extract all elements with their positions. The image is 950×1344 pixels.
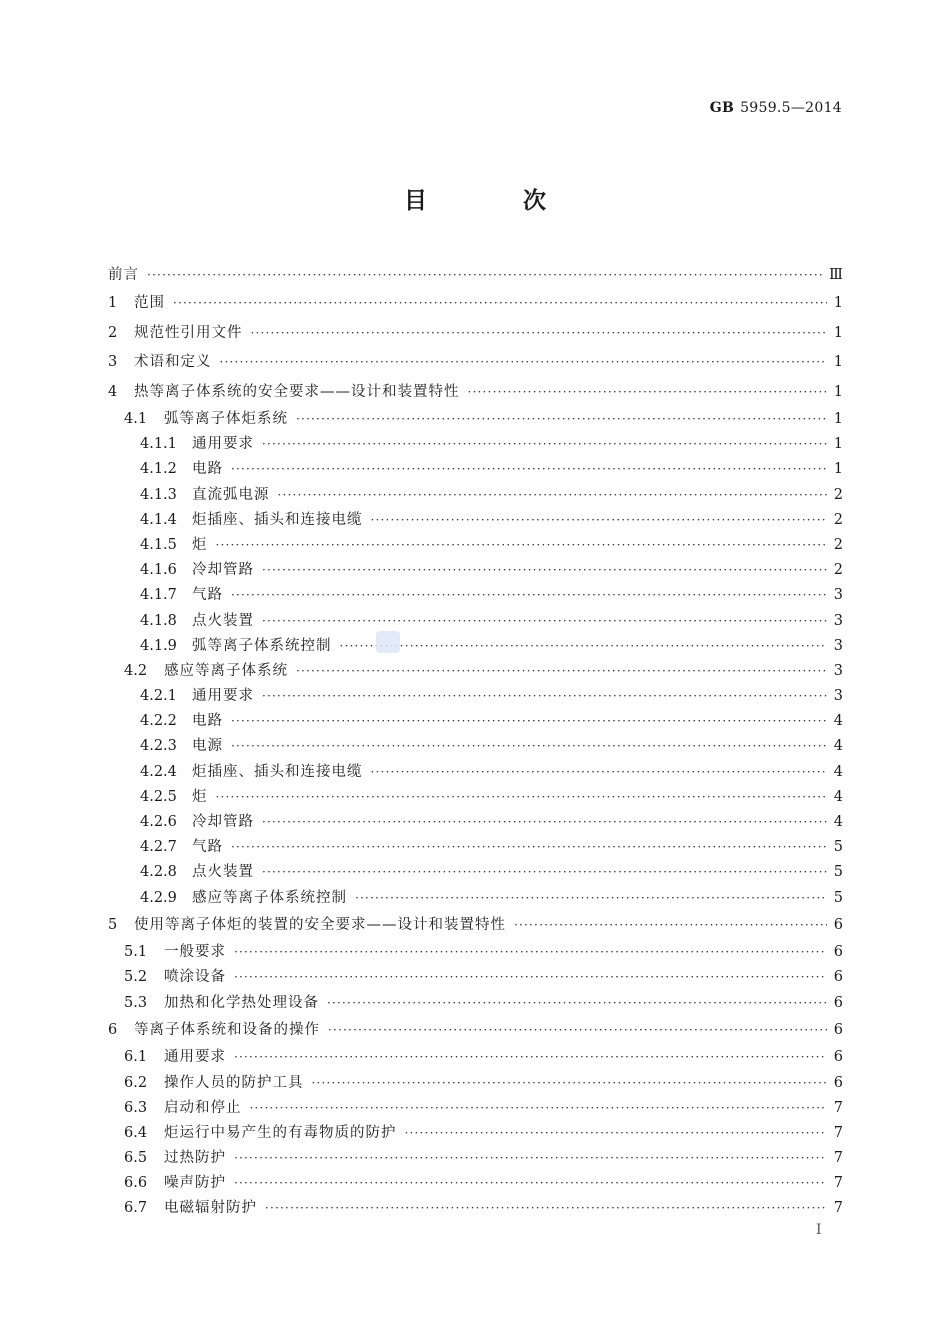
toc-entry-page: 7 xyxy=(833,1150,843,1167)
toc-entry-number: 4.2.2 xyxy=(140,713,177,730)
toc-entry-page: 1 xyxy=(833,461,843,478)
toc-entry-page: 1 xyxy=(833,411,843,427)
dot-leader xyxy=(234,1146,827,1171)
toc-entry-title: 术语和定义 xyxy=(134,354,212,370)
toc-entry[interactable] xyxy=(108,1045,843,1070)
dot-leader xyxy=(220,348,828,378)
dot-leader xyxy=(296,659,827,684)
toc-entry[interactable] xyxy=(108,609,843,634)
toc-entry-title: 弧等离子体炬系统 xyxy=(164,411,288,427)
toc-entry[interactable] xyxy=(108,991,843,1016)
toc-entry-page: 2 xyxy=(833,486,843,503)
toc-entry-page: 6 xyxy=(833,1021,843,1038)
toc-entry[interactable] xyxy=(108,533,843,558)
dot-leader xyxy=(328,1016,827,1046)
toc-entry[interactable] xyxy=(108,583,843,608)
dot-leader xyxy=(278,483,828,508)
toc-entry-page: 4 xyxy=(833,713,843,730)
toc-entry-title: 点火装置 xyxy=(192,864,254,881)
toc-entry-number: 4.1.4 xyxy=(140,511,177,528)
toc-entry-title: 电磁辐射防护 xyxy=(164,1200,257,1217)
dot-leader xyxy=(231,835,827,860)
toc-entry-number: 4.2.7 xyxy=(140,839,177,856)
dot-leader xyxy=(231,709,827,734)
toc-entry-number: 6.1 xyxy=(124,1049,148,1066)
dot-leader xyxy=(355,886,827,911)
toc-entry-page: 3 xyxy=(833,587,843,604)
toc-entry-title: 范围 xyxy=(134,295,165,311)
toc-entry-number: 5 xyxy=(108,916,118,933)
toc-entry-title: 气路 xyxy=(192,587,223,604)
toc-entry-page: 6 xyxy=(833,994,843,1011)
toc-entry-title: 热等离子体系统的安全要求——设计和装置特性 xyxy=(134,383,460,400)
toc-entry-title: 噪声防护 xyxy=(164,1175,226,1192)
toc-entry-title: 规范性引用文件 xyxy=(134,324,243,341)
toc-entry[interactable] xyxy=(108,348,843,378)
toc-entry-page: 4 xyxy=(833,738,843,755)
toc-entry[interactable] xyxy=(108,684,843,709)
toc-entry-page: 5 xyxy=(833,839,843,856)
toc-entry[interactable] xyxy=(108,508,843,533)
dot-leader xyxy=(234,1171,827,1196)
dot-leader xyxy=(468,378,828,408)
toc-entry-number: 3 xyxy=(108,354,118,370)
toc-entry-page: 1 xyxy=(833,295,843,311)
toc-entry-page: 3 xyxy=(833,612,843,629)
toc-entry-title: 气路 xyxy=(192,839,223,856)
toc-entry-number: 4.1.9 xyxy=(140,637,177,654)
toc-entry-number: 4.1 xyxy=(124,411,148,427)
toc-entry-number: 6.7 xyxy=(124,1200,148,1217)
toc-entry-page: 4 xyxy=(833,763,843,780)
toc-entry-page: 7 xyxy=(833,1099,843,1116)
toc-entry-page: 6 xyxy=(833,1049,843,1066)
toc-entry[interactable] xyxy=(108,1096,843,1121)
toc-entry-title: 电路 xyxy=(192,713,223,730)
toc-entry[interactable] xyxy=(108,886,843,911)
toc-entry[interactable] xyxy=(108,289,843,319)
toc-entry[interactable] xyxy=(108,457,843,482)
toc-entry[interactable] xyxy=(108,432,843,457)
toc-entry-number: 4.1.3 xyxy=(140,486,177,503)
toc-entry-number: 4.1.7 xyxy=(140,587,177,604)
toc-entry-page: 2 xyxy=(833,511,843,528)
toc-entry-page: 1 xyxy=(833,436,843,453)
toc-entry-title: 通用要求 xyxy=(192,688,254,705)
dot-leader xyxy=(405,1121,828,1146)
dot-leader xyxy=(340,634,828,659)
toc-entry-number: 4.1.8 xyxy=(140,612,177,629)
toc-entry-number: 1 xyxy=(108,295,118,311)
toc-entry[interactable] xyxy=(108,911,843,941)
toc-entry-number: 4.2.9 xyxy=(140,889,177,906)
toc-entry-title: 操作人员的防护工具 xyxy=(164,1074,304,1091)
toc-entry-title: 感应等离子体系统控制 xyxy=(192,889,347,906)
toc-entry-number: 4.1.1 xyxy=(140,436,177,453)
toc-entry-title: 炬插座、插头和连接电缆 xyxy=(192,511,363,528)
toc-entry[interactable] xyxy=(108,558,843,583)
toc-entry-title: 炬运行中易产生的有毒物质的防护 xyxy=(164,1124,397,1141)
toc-entry-title: 过热防护 xyxy=(164,1150,226,1167)
toc-entry[interactable] xyxy=(108,760,843,785)
dot-leader xyxy=(262,609,827,634)
toc-entry-title: 加热和化学热处理设备 xyxy=(164,994,319,1011)
standard-prefix: GB xyxy=(709,100,735,116)
toc-entry[interactable] xyxy=(108,407,843,432)
toc-entry-number: 5.1 xyxy=(124,944,148,961)
toc-entry[interactable] xyxy=(108,1121,843,1146)
toc-entry-title: 冷却管路 xyxy=(192,562,254,579)
toc-entry-title: 前言 xyxy=(108,267,139,283)
toc-entry-page: 4 xyxy=(833,814,843,830)
toc-entry-title: 炬插座、插头和连接电缆 xyxy=(192,763,363,780)
toc-entry-page: 3 xyxy=(833,688,843,705)
table-of-contents xyxy=(108,261,843,1222)
toc-entry-number: 4.2.6 xyxy=(140,814,177,830)
dot-leader xyxy=(231,583,827,608)
toc-entry-title: 通用要求 xyxy=(192,436,254,453)
dot-leader xyxy=(312,1071,828,1096)
toc-entry[interactable] xyxy=(108,659,843,684)
toc-entry-number: 6.3 xyxy=(124,1099,148,1116)
toc-entry-title: 直流弧电源 xyxy=(192,486,270,503)
toc-entry[interactable] xyxy=(108,965,843,990)
toc-entry-title: 启动和停止 xyxy=(164,1099,242,1116)
toc-entry-page: 4 xyxy=(833,788,843,805)
toc-entry-title: 使用等离子体炬的装置的安全要求——设计和装置特性 xyxy=(134,916,506,933)
dot-leader xyxy=(216,533,828,558)
toc-entry-page: 1 xyxy=(833,354,843,370)
toc-entry-page: 3 xyxy=(833,662,843,679)
toc-entry-title: 等离子体系统和设备的操作 xyxy=(134,1021,320,1038)
toc-entry-page: 1 xyxy=(833,324,843,341)
toc-entry-page: 7 xyxy=(833,1175,843,1192)
toc-entry-number: 4.2.3 xyxy=(140,738,177,755)
toc-entry-title: 弧等离子体系统控制 xyxy=(192,637,332,654)
toc-entry-title: 电源 xyxy=(192,738,223,755)
toc-entry[interactable] xyxy=(108,709,843,734)
toc-entry-title: 电路 xyxy=(192,461,223,478)
toc-entry[interactable] xyxy=(108,1196,843,1221)
toc-entry-number: 4.2.5 xyxy=(140,788,177,805)
toc-entry-number: 6.4 xyxy=(124,1124,148,1141)
toc-entry[interactable] xyxy=(108,1171,843,1196)
toc-entry-number: 6 xyxy=(108,1021,118,1038)
toc-entry-number: 5.3 xyxy=(124,994,148,1011)
dot-leader xyxy=(216,785,828,810)
dot-leader xyxy=(231,457,827,482)
toc-entry[interactable] xyxy=(108,634,843,659)
toc-entry[interactable] xyxy=(108,860,843,885)
dot-leader xyxy=(296,407,827,432)
toc-entry-number: 4 xyxy=(108,383,118,400)
toc-entry-title: 感应等离子体系统 xyxy=(164,662,288,679)
toc-entry-number: 6.6 xyxy=(124,1175,148,1192)
toc-entry-page: 1 xyxy=(833,383,843,400)
dot-leader xyxy=(262,860,827,885)
toc-entry[interactable] xyxy=(108,940,843,965)
dot-leader xyxy=(262,432,827,457)
toc-entry-number: 6.5 xyxy=(124,1150,148,1167)
toc-entry-number: 4.1.6 xyxy=(140,562,177,579)
toc-entry-number: 4.2.4 xyxy=(140,763,177,780)
dot-leader xyxy=(234,965,827,990)
toc-entry-title: 冷却管路 xyxy=(192,814,254,830)
toc-entry-title: 炬 xyxy=(192,536,208,553)
dot-leader xyxy=(371,760,828,785)
toc-entry-number: 4.1.5 xyxy=(140,536,177,553)
toc-entry-page: 6 xyxy=(833,944,843,961)
toc-entry-number: 4.2.1 xyxy=(140,688,177,705)
toc-entry[interactable] xyxy=(108,319,843,349)
dot-leader xyxy=(250,1096,828,1121)
toc-entry[interactable] xyxy=(108,835,843,860)
toc-entry-page: Ⅲ xyxy=(829,267,843,283)
toc-entry[interactable] xyxy=(108,810,843,835)
toc-entry-number: 4.1.2 xyxy=(140,461,177,478)
toc-entry-page: 2 xyxy=(833,562,843,579)
toc-entry[interactable] xyxy=(108,261,843,289)
dot-leader xyxy=(234,1045,827,1070)
toc-entry-number: 4.2.8 xyxy=(140,864,177,881)
toc-entry-title: 喷涂设备 xyxy=(164,969,226,986)
toc-entry-page: 6 xyxy=(833,916,843,933)
footer-page-number: I xyxy=(816,1222,822,1238)
toc-entry-page: 7 xyxy=(833,1124,843,1141)
dot-leader xyxy=(327,991,827,1016)
toc-entry[interactable] xyxy=(108,378,843,408)
toc-entry[interactable] xyxy=(108,1016,843,1046)
page-title: 目 次 xyxy=(403,188,590,214)
toc-entry-title: 一般要求 xyxy=(164,944,226,961)
toc-entry[interactable] xyxy=(108,1071,843,1096)
toc-entry-title: 炬 xyxy=(192,788,208,805)
dot-leader xyxy=(234,940,827,965)
dot-leader xyxy=(147,261,823,289)
toc-entry-page: 6 xyxy=(833,1074,843,1091)
dot-leader xyxy=(231,734,827,759)
dot-leader xyxy=(262,684,827,709)
toc-entry-title: 点火装置 xyxy=(192,612,254,629)
standard-number: 5959.5—2014 xyxy=(740,100,842,116)
toc-entry[interactable] xyxy=(108,734,843,759)
watermark-logo xyxy=(376,631,400,653)
toc-entry-number: 6.2 xyxy=(124,1074,148,1091)
dot-leader xyxy=(173,289,827,319)
dot-leader xyxy=(262,810,827,835)
toc-entry-page: 2 xyxy=(833,536,843,553)
toc-entry[interactable] xyxy=(108,483,843,508)
toc-entry-page: 3 xyxy=(833,637,843,654)
toc-entry-number: 2 xyxy=(108,324,118,341)
dot-leader xyxy=(262,558,827,583)
toc-entry-page: 6 xyxy=(833,969,843,986)
dot-leader xyxy=(265,1196,827,1221)
toc-entry-title: 通用要求 xyxy=(164,1049,226,1066)
toc-entry[interactable] xyxy=(108,785,843,810)
dot-leader xyxy=(371,508,828,533)
toc-entry[interactable] xyxy=(108,1146,843,1171)
standard-code xyxy=(710,100,842,116)
toc-entry-number: 4.2 xyxy=(124,662,148,679)
toc-entry-page: 7 xyxy=(833,1200,843,1217)
toc-entry-page: 5 xyxy=(833,889,843,906)
dot-leader xyxy=(514,911,827,941)
toc-entry-number: 5.2 xyxy=(124,969,148,986)
dot-leader xyxy=(251,319,828,349)
toc-entry-page: 5 xyxy=(833,864,843,881)
